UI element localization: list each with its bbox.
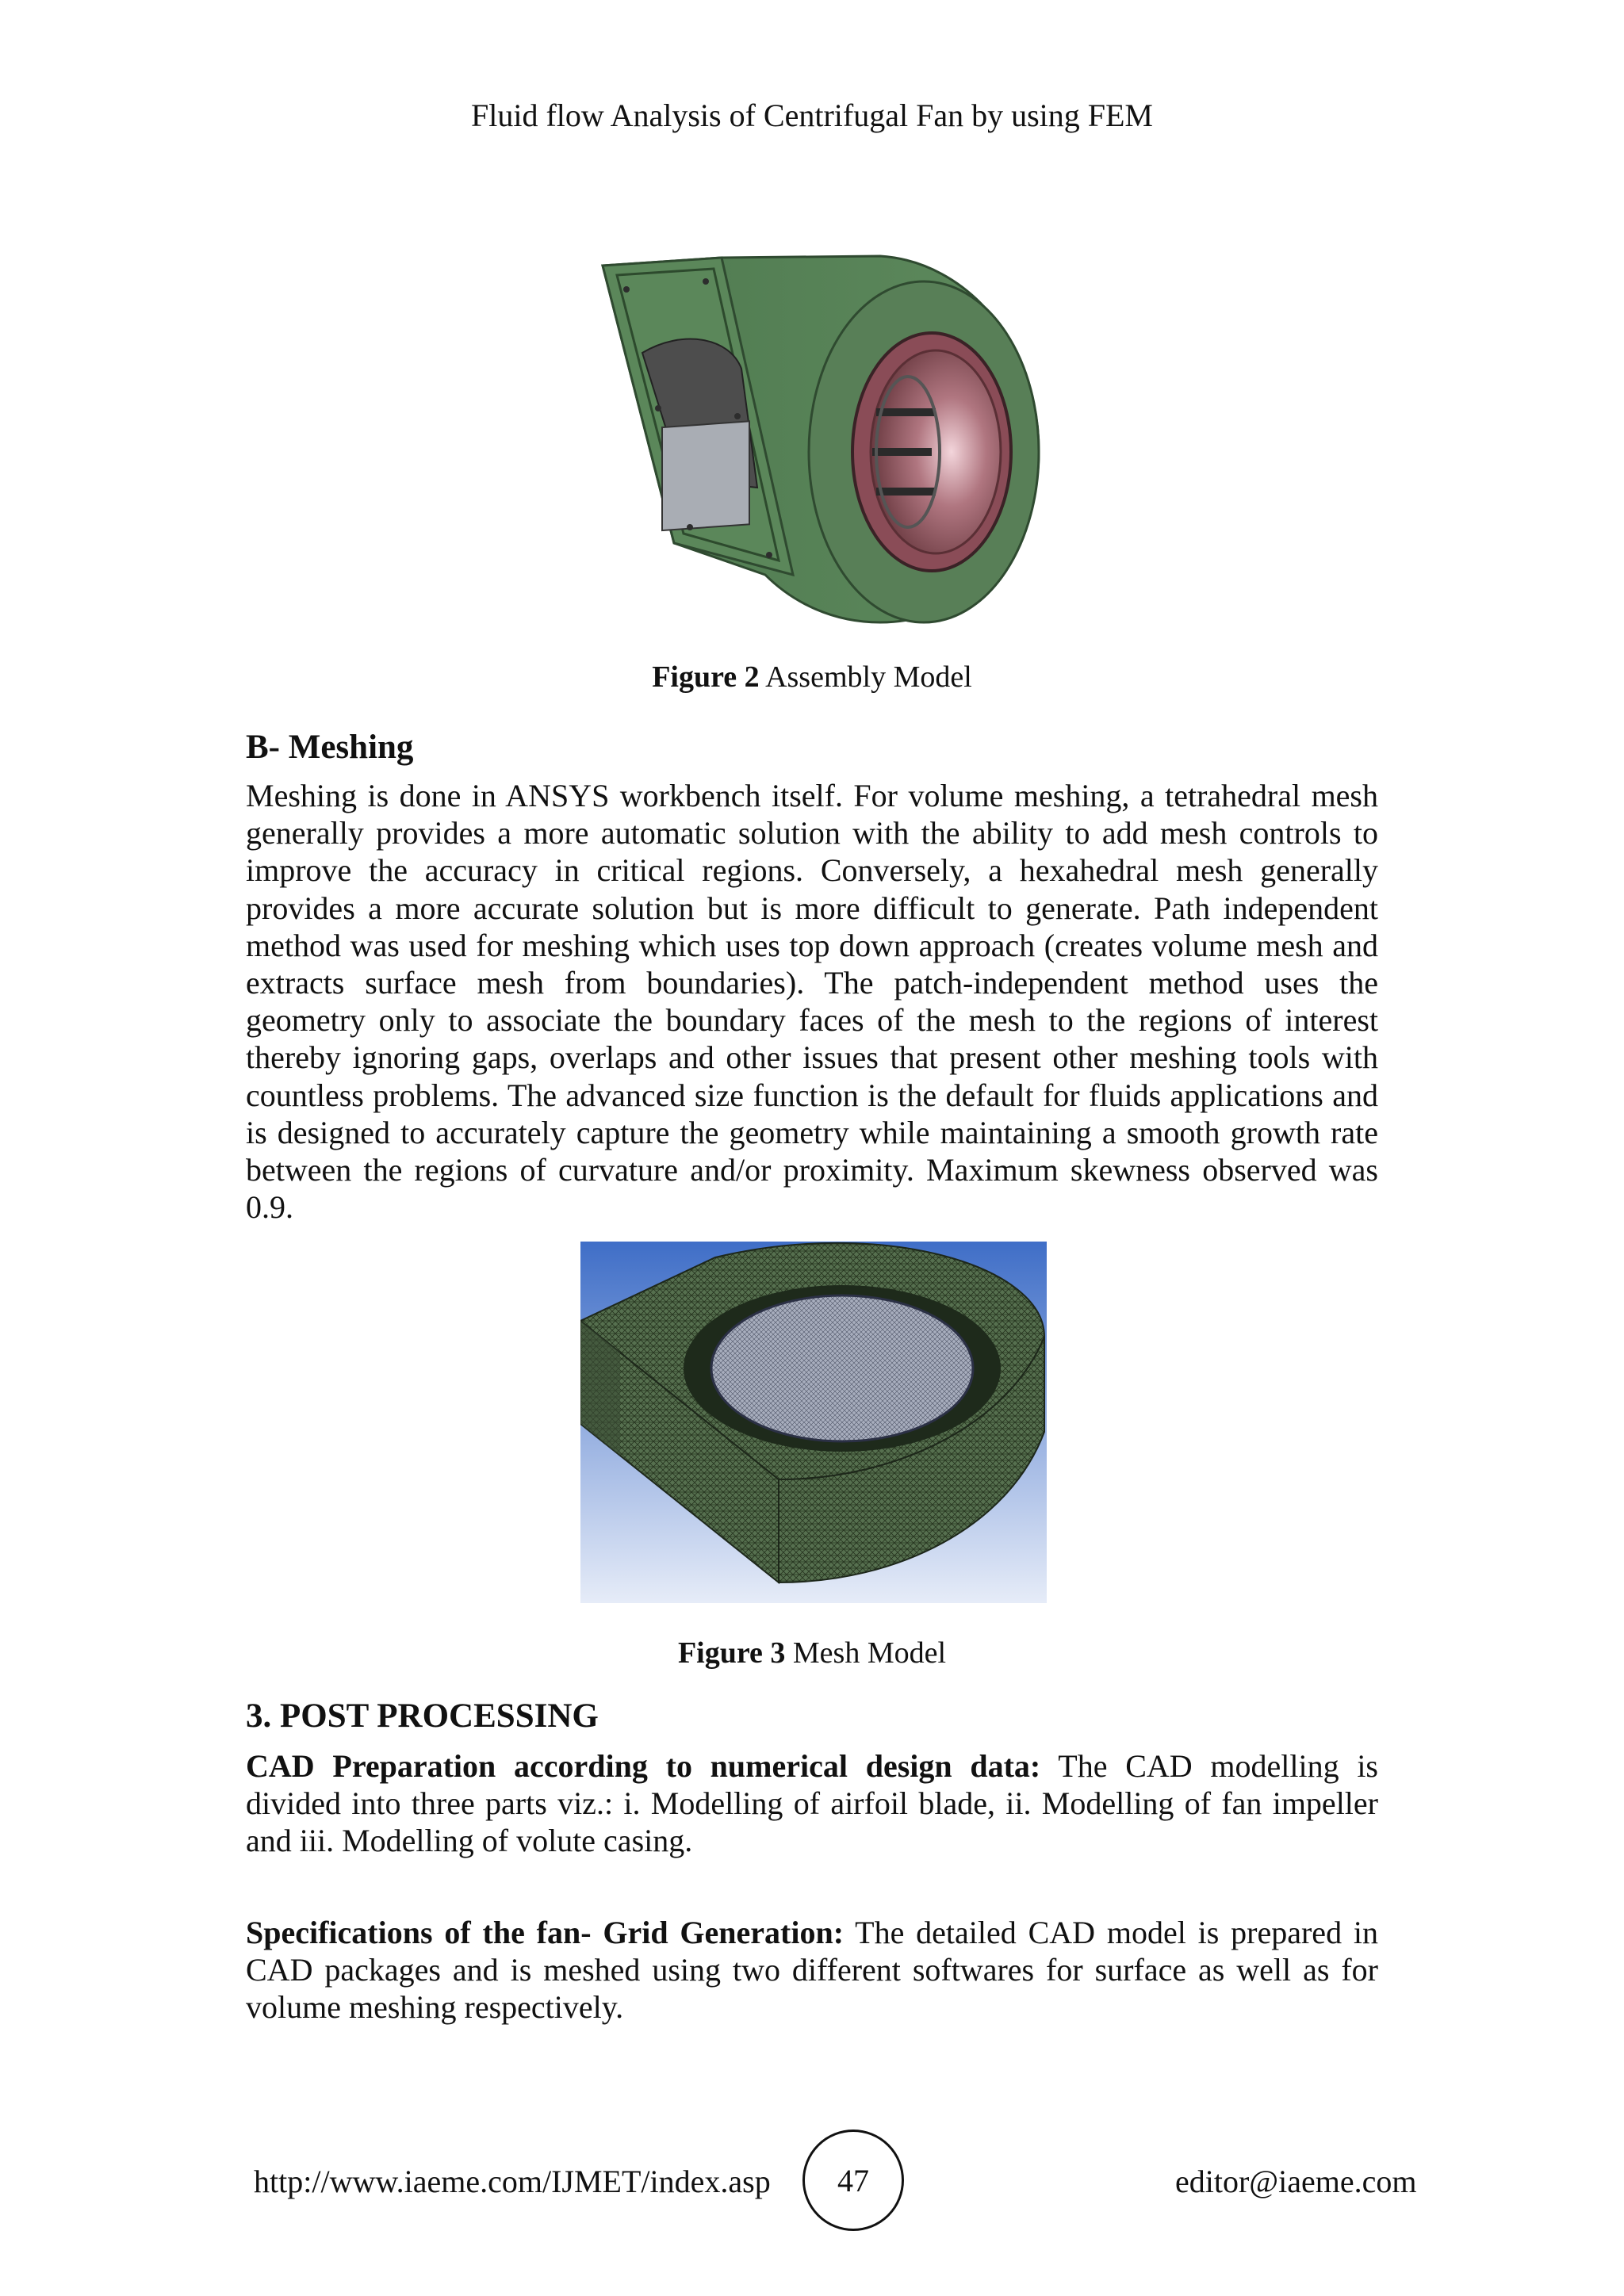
section-meshing-body: Meshing is done in ANSYS workbench itself. For volume meshing, a tetrahedral mesh generally provides a more automatic solution with the ability to add mesh controls to improve the accuracy in critical regions. Conversely, a hexahedral mesh generally provides a more accurate solution but is more difficult to generate. Path independent method was used for meshing which uses top down approach (creates volume mesh and extracts surface mesh from boundaries). The patch-independent method uses the geometry only to associate the boundary faces of the mesh to the regions of interest thereby ignoring gaps, overlaps and other issues that present other meshing tools with countless problems. The advanced size function is the default for fluids applications and is designed to accurately capture the geometry while maintaining a smooth growth rate between the regions of curvature and/or proximity. Maximum skewness observed was 0.9. — [246, 778, 1378, 1226]
figure-2-label: Figure 2 — [652, 660, 760, 694]
section-meshing-heading: B- Meshing — [246, 729, 414, 766]
running-header: Fluid flow Analysis of Centrifugal Fan by using FEM — [471, 98, 1153, 133]
grid-generation-lead: Specifications of the fan- Grid Generation: — [246, 1915, 845, 1950]
editor-email-link[interactable]: editor@iaeme.com — [1175, 2164, 1417, 2199]
grid-generation-text: The detailed CAD model is prepared in CAD packages and is meshed using two different softwares for surface as well as for volume meshing respectively. — [246, 1915, 1379, 2026]
figure-3-caption — [0, 1636, 1624, 1670]
journal-url-link[interactable]: http://www.iaeme.com/IJMET/index.asp — [254, 2164, 771, 2199]
figure-2-text: Assembly Model — [765, 660, 972, 694]
assembly-model-figure — [595, 242, 1047, 630]
section-post-processing-heading: 3. POST PROCESSING — [246, 1697, 599, 1735]
figure-3-text: Mesh Model — [792, 1636, 947, 1670]
figure-3-label: Figure 3 — [677, 1636, 786, 1670]
cad-preparation-lead: CAD Preparation according to numerical design data: — [246, 1748, 1041, 1784]
cad-preparation-paragraph — [246, 1747, 1378, 1860]
mesh-model-figure — [580, 1242, 1047, 1603]
cad-preparation-text: The CAD modelling is divided into three parts viz.: i. Modelling of airfoil blade, ii. Modelling of fan impeller and iii. Modelling of volute casing. — [246, 1748, 1379, 1859]
grid-generation-paragraph — [246, 1914, 1378, 2026]
figure-2-caption — [0, 660, 1624, 695]
page-number: 47 — [802, 2130, 904, 2231]
